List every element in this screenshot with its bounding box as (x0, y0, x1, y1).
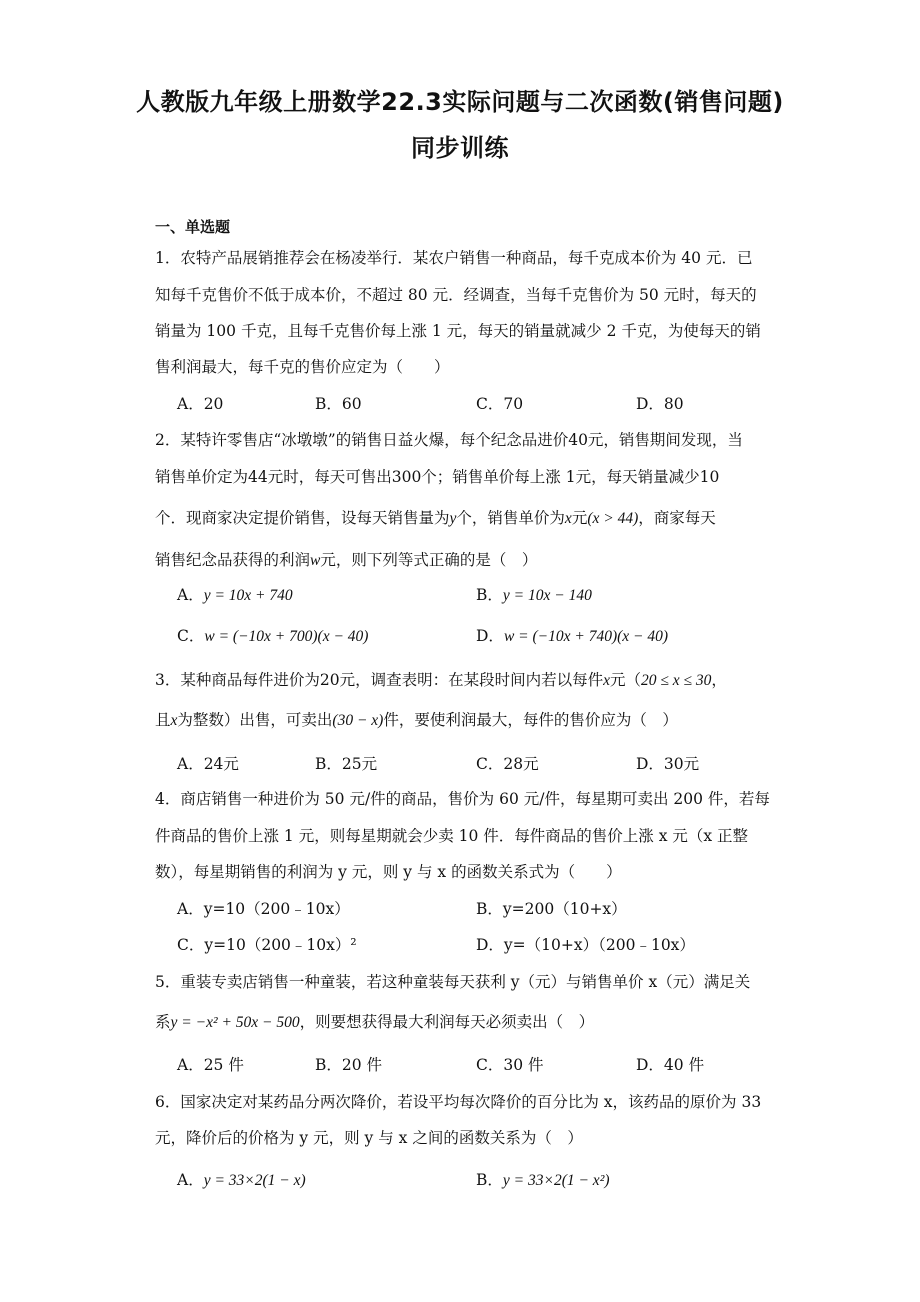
q4-line-3: 数），每星期销售的利润为 y 元，则 y 与 x 的函数关系式为（ ） (155, 863, 622, 881)
q1-line-2: 知每千克售价不低于成本价，不超过 80 元．经调查，当每千克售价为 50 元时，每天的 (155, 286, 757, 304)
q4-line-2: 件商品的售价上涨 1 元，则每星期就会少卖 10 件．每件商品的售价上涨 x 元（x 正整 (155, 827, 749, 845)
q3-line-2: 且x为整数）出售，可卖出(30 − x)件，要使利润最大，每件的售价应为（ ） (155, 711, 678, 729)
q6-line-2: 元，降价后的价格为 y 元，则 y 与 x 之间的函数关系为（ ） (155, 1129, 583, 1147)
q1-option-d[interactable]: D．80 (636, 395, 684, 413)
q2-line-3: 个．现商家决定提价销售，设每天销售量为y个，销售单价为x元(x > 44)，商家每天 (155, 509, 716, 527)
q3-option-d[interactable]: D．30元 (636, 755, 700, 773)
q4-line-1: 4．商店销售一种进价为 50 元/件的商品，售价为 60 元/件，每星期可卖出 200 件，若每 (155, 790, 770, 808)
q4-option-d[interactable]: D．y=（10+x）（200﹣10x） (476, 936, 695, 954)
q6-formula-a: y = 33×2(1 − x) (203, 1172, 306, 1189)
page-subtitle: 同步训练 (411, 134, 509, 162)
q2-line-1: 2．某特许零售店“冰墩墩”的销售日益火爆，每个纪念品进价40元，销售期间发现，当 (155, 431, 743, 449)
q3-option-a[interactable]: A．24元 (177, 755, 239, 773)
q6-option-a[interactable]: A．y = 33×2(1 − x) (177, 1171, 306, 1189)
q2-line-4: 销售纪念品获得的利润w元，则下列等式正确的是（ ） (155, 551, 538, 569)
q2-option-d[interactable]: D．w = (−10x + 740)(x − 40) (476, 627, 669, 645)
q3-option-b[interactable]: B．25元 (315, 755, 378, 773)
q5-option-b[interactable]: B．20 件 (315, 1056, 383, 1074)
q5-option-c[interactable]: C．30 件 (476, 1056, 544, 1074)
q1-line-1: 1．农特产品展销推荐会在杨凌举行．某农户销售一种商品，每千克成本价为 40 元．已 (155, 249, 753, 267)
q4-option-c[interactable]: C．y=10（200﹣10x）² (177, 936, 357, 954)
page-title: 人教版九年级上册数学22.3实际问题与二次函数(销售问题) (136, 88, 784, 116)
q1-option-a[interactable]: A．20 (177, 395, 224, 413)
q5-line-2: 系y = −x² + 50x − 500，则要想获得最大利润每天必须卖出（ ） (155, 1013, 595, 1031)
q2-line-2: 销售单价定为44元时，每天可售出300个；销售单价每上涨 1元，每天销量减少10 (155, 468, 720, 486)
q3-line-1: 3．某种商品每件进价为20元，调查表明：在某段时间内若以每件x元（20 ≤ x ≤ 30， (155, 671, 727, 689)
q2-formula-d: w = (−10x + 740)(x − 40) (503, 628, 669, 645)
q4-option-b[interactable]: B．y=200（10+x） (476, 900, 627, 918)
q2-option-b[interactable]: B．y = 10x − 140 (476, 586, 592, 604)
section-heading: 一、单选题 (155, 218, 231, 236)
q3-option-c[interactable]: C．28元 (476, 755, 539, 773)
q2-formula-b: y = 10x − 140 (502, 587, 592, 604)
q5-line-1: 5．重装专卖店销售一种童装，若这种童装每天获利 y（元）与销售单价 x（元）满足关 (155, 973, 751, 991)
q6-option-b[interactable]: B．y = 33×2(1 − x²) (476, 1171, 610, 1189)
q5-option-a[interactable]: A．25 件 (177, 1056, 244, 1074)
q1-line-3: 销量为 100 千克，且每千克售价每上涨 1 元，每天的销量就减少 2 千克，为使每天的销 (155, 322, 761, 340)
q6-line-1: 6．国家决定对某药品分两次降价，若设平均每次降价的百分比为 x，该药品的原价为 33 (155, 1093, 762, 1111)
q1-line-4: 售利润最大，每千克的售价应定为（ ） (155, 358, 450, 376)
q1-option-b[interactable]: B．60 (315, 395, 362, 413)
q2-option-c[interactable]: C．w = (−10x + 700)(x − 40) (177, 627, 369, 645)
q4-option-a[interactable]: A．y=10（200﹣10x） (177, 900, 350, 918)
q2-option-a[interactable]: A．y = 10x + 740 (177, 586, 293, 604)
q5-option-d[interactable]: D．40 件 (636, 1056, 705, 1074)
q6-formula-b: y = 33×2(1 − x²) (502, 1172, 610, 1189)
q2-formula-a: y = 10x + 740 (203, 587, 293, 604)
q2-formula-c: w = (−10x + 700)(x − 40) (204, 628, 369, 645)
q1-option-c[interactable]: C．70 (476, 395, 524, 413)
